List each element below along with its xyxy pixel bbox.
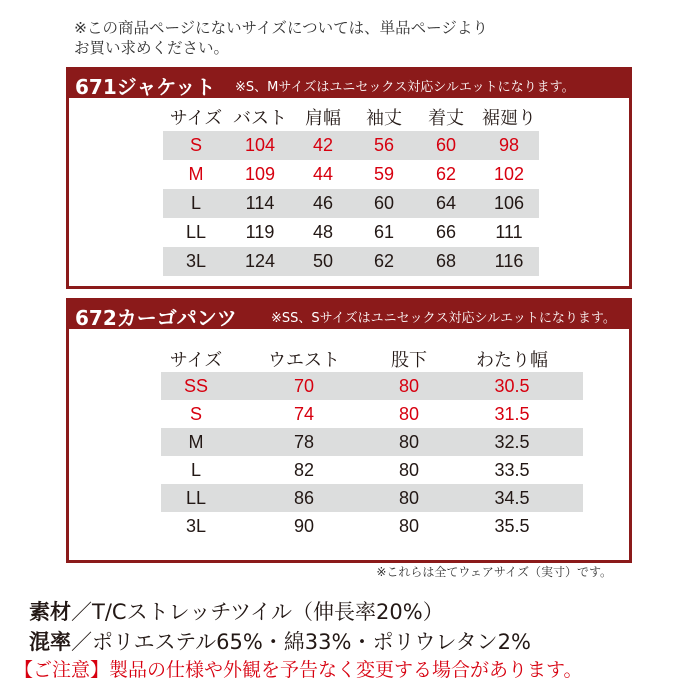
value-cell: 74 — [293, 403, 315, 424]
value-cell: 98 — [479, 131, 539, 160]
pants-header-row — [161, 345, 583, 372]
pants-size-table — [161, 345, 583, 540]
value-cell: 44 — [312, 164, 334, 184]
table-row — [161, 456, 583, 484]
pants-col-thigh: わたり幅 — [476, 349, 548, 371]
table-row — [161, 372, 583, 400]
value-cell: 62 — [355, 247, 413, 276]
jacket-col-hem: 裾廻り — [482, 108, 536, 129]
value-cell: 60 — [413, 131, 479, 160]
table-row — [161, 400, 583, 428]
value-cell: 48 — [312, 222, 334, 242]
value-cell: 31.5 — [494, 403, 530, 424]
value-cell: 82 — [293, 459, 315, 480]
size-cell: L — [190, 459, 201, 480]
value-cell: 116 — [479, 247, 539, 276]
pants-unisex-note: ※SS、Sサイズはユニセックス対応シルエットになります。 — [271, 311, 616, 326]
jacket-size-table — [163, 103, 539, 276]
size-cell: LL — [185, 222, 207, 242]
value-cell: 109 — [244, 164, 276, 184]
pants-size-box — [66, 298, 632, 563]
value-cell: 80 — [377, 372, 441, 400]
value-cell: 64 — [413, 189, 479, 218]
size-cell: M — [161, 428, 231, 456]
caution-notice: 【ご注意】製品の仕様や外観を予告なく変更する場合があります。 — [14, 659, 583, 681]
value-cell: 119 — [245, 222, 275, 242]
pants-col-inseam: 股下 — [391, 349, 427, 371]
jacket-header — [69, 70, 629, 98]
table-row — [163, 131, 539, 160]
jacket-col-length: 着丈 — [428, 108, 464, 129]
table-row — [161, 512, 583, 540]
jacket-col-size: サイズ — [169, 108, 223, 129]
value-cell: 70 — [231, 372, 377, 400]
table-row — [163, 247, 539, 276]
value-cell: 102 — [493, 164, 525, 184]
size-availability-note — [74, 18, 488, 58]
pants-header — [69, 301, 629, 329]
jacket-col-shoulder: 肩幅 — [305, 108, 341, 129]
size-cell: S — [189, 403, 202, 424]
value-cell: 32.5 — [441, 428, 583, 456]
jacket-header-row — [163, 103, 539, 131]
size-note-line-2: お買い求めください。 — [74, 39, 230, 57]
value-cell: 80 — [398, 515, 420, 536]
value-cell: 106 — [479, 189, 539, 218]
table-row — [163, 160, 539, 189]
jacket-size-box — [66, 67, 632, 289]
table-row — [161, 484, 583, 512]
value-cell: 61 — [373, 222, 395, 242]
value-cell: 60 — [355, 189, 413, 218]
blend-label: 混率 — [29, 630, 71, 654]
value-cell: 33.5 — [494, 459, 530, 480]
value-cell: 35.5 — [494, 515, 530, 536]
actual-size-footnote: ※これらは全てウェアサイズ（実寸）です。 — [376, 565, 612, 579]
pants-title: 672カーゴパンツ — [75, 306, 237, 330]
blend-line — [29, 626, 531, 656]
value-cell: 46 — [291, 189, 355, 218]
value-cell: 34.5 — [441, 484, 583, 512]
material-label: 素材 — [29, 600, 71, 624]
value-cell: 78 — [231, 428, 377, 456]
value-cell: 68 — [413, 247, 479, 276]
value-cell: 80 — [398, 459, 420, 480]
size-cell: SS — [161, 372, 231, 400]
value-cell: 62 — [435, 164, 457, 184]
value-cell: 80 — [398, 403, 420, 424]
value-cell: 59 — [373, 164, 395, 184]
value-cell: 90 — [293, 515, 315, 536]
value-cell: 50 — [291, 247, 355, 276]
value-cell: 56 — [355, 131, 413, 160]
material-value: ／T/Cストレッチツイル（伸長率20%） — [71, 600, 444, 624]
value-cell: 30.5 — [441, 372, 583, 400]
size-cell: LL — [161, 484, 231, 512]
size-cell: 3L — [163, 247, 229, 276]
table-row — [163, 218, 539, 247]
table-row — [163, 189, 539, 218]
value-cell: 80 — [377, 428, 441, 456]
material-line — [29, 596, 444, 626]
value-cell: 66 — [435, 222, 457, 242]
jacket-col-bust: バスト — [233, 108, 287, 129]
size-cell: L — [163, 189, 229, 218]
value-cell: 114 — [229, 189, 291, 218]
size-cell: M — [188, 164, 204, 184]
value-cell: 111 — [495, 222, 523, 242]
value-cell: 86 — [231, 484, 377, 512]
pants-col-waist: ウエスト — [268, 349, 340, 371]
value-cell: 42 — [291, 131, 355, 160]
pants-col-size: サイズ — [169, 349, 223, 371]
jacket-title: 671ジャケット — [75, 75, 216, 99]
table-row — [161, 428, 583, 456]
size-cell: S — [163, 131, 229, 160]
value-cell: 124 — [229, 247, 291, 276]
blend-value: ／ポリエステル65%・綿33%・ポリウレタン2% — [71, 630, 531, 654]
value-cell: 104 — [229, 131, 291, 160]
size-cell: 3L — [185, 515, 207, 536]
jacket-unisex-note: ※S、Mサイズはユニセックス対応シルエットになります。 — [235, 80, 575, 95]
size-note-line-1: ※この商品ページにないサイズについては、単品ページより — [74, 19, 488, 37]
value-cell: 80 — [377, 484, 441, 512]
jacket-col-sleeve: 袖丈 — [366, 108, 402, 129]
